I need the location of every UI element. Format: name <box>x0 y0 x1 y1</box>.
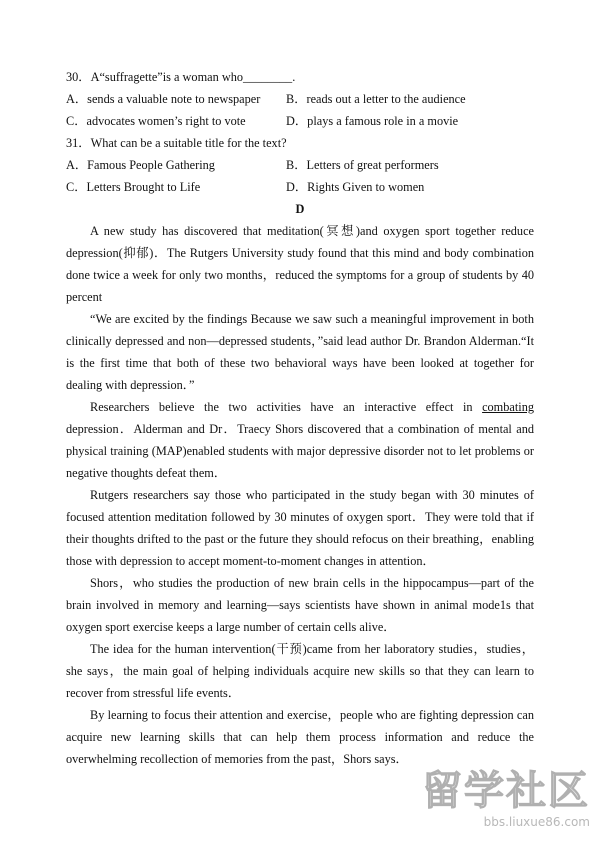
question-30-option-c: C．advocates women’s right to vote <box>66 114 246 128</box>
question-31-stem: 31．What can be a suitable title for the text? <box>66 136 287 150</box>
question-30-stem: 30．A“suffragette”is a woman who________. <box>66 70 296 84</box>
question-30-option-b: B．reads out a letter to the audience <box>286 92 466 106</box>
question-30-options-row-2 <box>66 110 534 132</box>
question-31-option-c: C．Letters Brought to Life <box>66 180 201 194</box>
passage-paragraph-3 <box>66 396 534 484</box>
passage-paragraph-4: Rutgers researchers say those who participated in the study began with 30 minutes of focused attention meditation followed by 30 minutes of oxygen sport．They were told that if their thoughts drifted to the past or the future they should refocus on their breathing，enabling those with depression to accept moment-to-moment changes in attention． <box>66 488 534 568</box>
document-page <box>66 66 534 770</box>
question-31-option-a: A．Famous People Gathering <box>66 158 215 172</box>
watermark-logo-text: 留学社区 <box>422 768 590 814</box>
paragraph-3-text-after: depression．Alderman and Dr．Traecy Shors discovered that a combination of mental and physical training (MAP)enabled students with major depressive disorder not to let problems or negative thoughts defeat them． <box>66 422 534 480</box>
passage-paragraph-7: By learning to focus their attention and exercise，people who are fighting depression can acquire new learning skills that can help them process information and reduce the overwhelming recollection of memories from the past，Shors says． <box>66 708 534 766</box>
question-30-option-a: A．sends a valuable note to newspaper <box>66 92 261 106</box>
underlined-word-combating: combating <box>482 400 534 414</box>
question-30-options-row-1 <box>66 88 534 110</box>
question-31-options-row-1 <box>66 154 534 176</box>
paragraph-3-text-before: Researchers believe the two activities have an interactive effect in <box>90 400 483 414</box>
passage-paragraph-1: A new study has discovered that meditation(冥想)and oxygen sport together reduce depression(抑郁)．The Rutgers University study found that this mind and body combination done twice a week for only two months，reduced the symptoms for a group of students by 40 percent <box>66 224 534 304</box>
passage-paragraph-2: “We are excited by the findings Because we saw such a meaningful improvement in both clinically depressed and non—depressed students，”said lead author Dr. Brandon Alderman.“It is the first time that both of these two behavioral ways have been looked at together for dealing with depression．” <box>66 312 534 392</box>
passage-paragraph-6: The idea for the human intervention(干预)came from her laboratory studies，studies，she says，the main goal of helping individuals acquire new skills so that they can learn to recover from stressful life events． <box>66 642 534 700</box>
section-heading: D <box>295 202 305 216</box>
question-31-option-b: B．Letters of great performers <box>286 158 439 172</box>
passage-paragraph-5: Shors，who studies the production of new brain cells in the hippocampus—part of the brain involved in memory and learning—says scientists have shown in animal mode1s that oxygen sport exercise keeps a large number of certain cells alive． <box>66 576 534 634</box>
question-31-options-row-2 <box>66 176 534 198</box>
watermark-url: bbs.liuxue86.com <box>483 815 590 829</box>
question-31-option-d: D．Rights Given to women <box>286 180 425 194</box>
site-watermark <box>420 767 590 839</box>
question-30-option-d: D．plays a famous role in a movie <box>286 114 459 128</box>
